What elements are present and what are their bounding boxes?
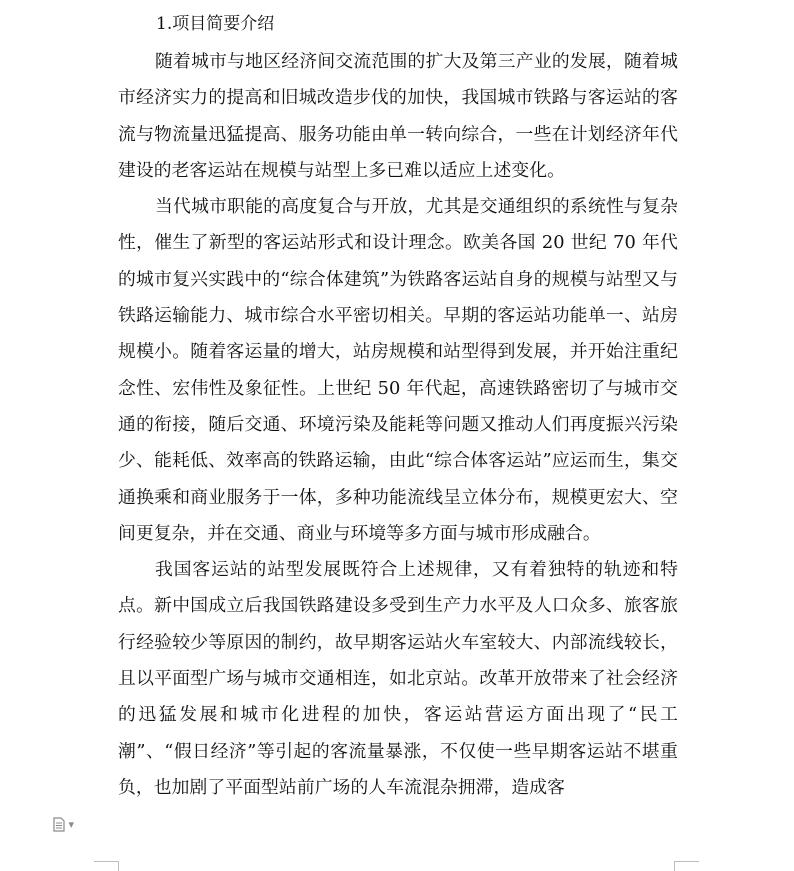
crop-mark-left [94, 861, 119, 871]
section-heading: 1.项目简要介绍 [156, 14, 275, 34]
paragraph-3: 我国客运站的站型发展既符合上述规律，又有着独特的轨迹和特点。新中国成立后我国铁路建设多受到生产力水平及人口众多、旅客旅行经验较少等原因的制约，故早期客运站火车室较大、内部流线较长，且以平面型广场与城市交通相连，如北京站。改革开放带来了社会经济的迅猛发展和城市化进程的加快，客运站营运方面出现了“民工潮”、“假日经济”等引起的客流量暴涨，不仅使一些早期客运站不堪重负，也加剧了平面型站前广场的人车流混杂拥滞，造成客 [118, 559, 678, 798]
document-icon[interactable] [53, 817, 79, 833]
crop-mark-right [674, 861, 699, 871]
paragraph-1: 随着城市与地区经济间交流范围的扩大及第三产业的发展，随着城市经济实力的提高和旧城改造步伐的加快，我国城市铁路与客运站的客流与物流量迅猛提高、服务功能由单一转向综合，一些在计划经济年代建设的老客运站在规模与站型上多已难以适应上述变化。 [118, 51, 678, 181]
document-body [118, 8, 678, 806]
file-glyph-icon [53, 817, 65, 832]
paragraph-2: 当代城市职能的高度复合与开放，尤其是交通组织的系统性与复杂性，催生了新型的客运站形式和设计理念。欧美各国 20 世纪 70 年代的城市复兴实践中的“综合体建筑”为铁路客运站自身的规模与站型又与铁路运输能力、城市综合水平密切相关。早期的客运站功能单一、站房规模小。随着客运量的增大，站房规模和站型得到发展，并开始注重纪念性、宏伟性及象征性。上世纪 50 年代起，高速铁路密切了与城市交通的衔接，随后交通、环境污染及能耗等问题又推动人们再度振兴污染少、能耗低、效率高的铁路运输，由此“综合体客运站”应运而生，集交通换乘和商业服务于一体，多种功能流线呈立体分布，规模更宏大、空间更复杂，并在交通、商业与环境等多方面与城市形成融合。 [118, 196, 678, 544]
dropdown-caret-icon: ▾ [68, 818, 75, 831]
